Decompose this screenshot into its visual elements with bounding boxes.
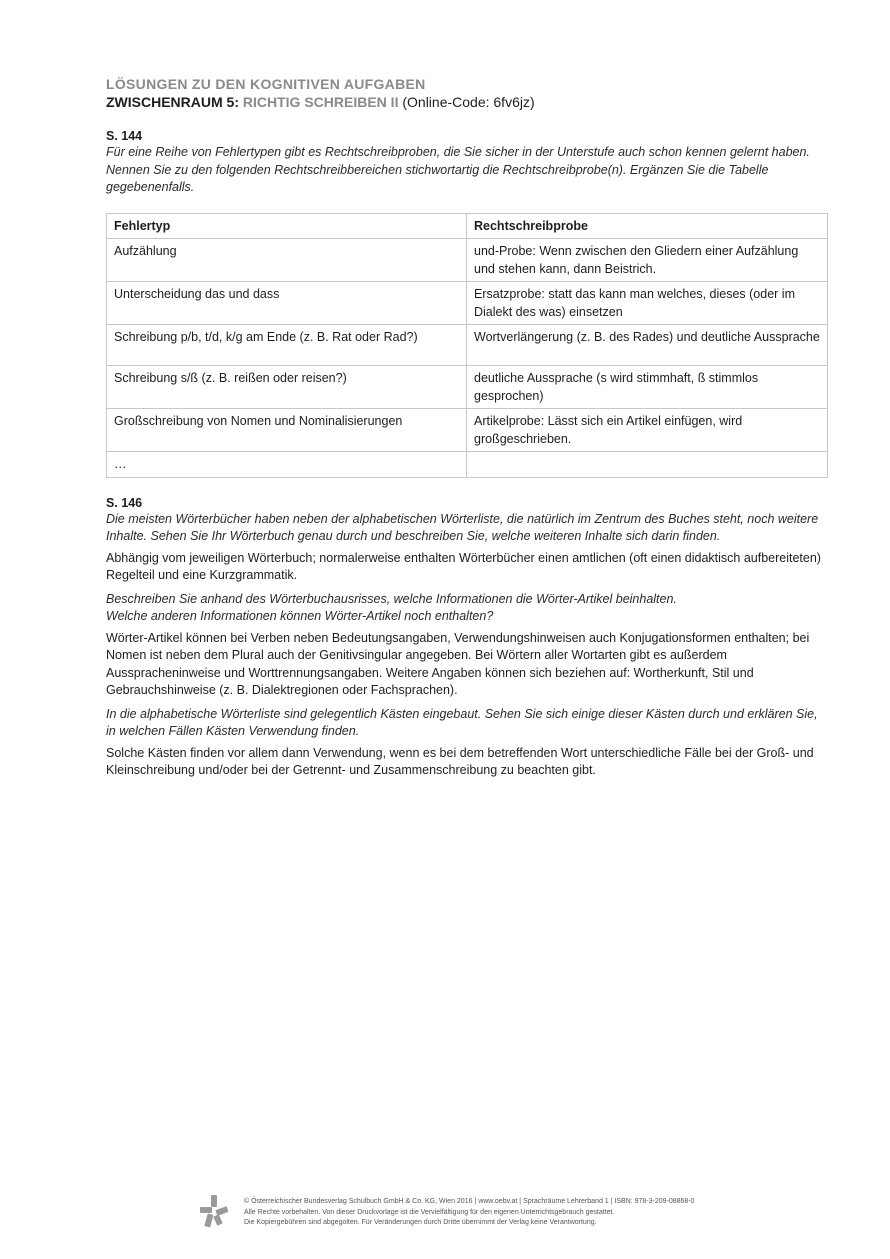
page-ref-144: S. 144: [106, 129, 143, 143]
task-146-1: Die meisten Wörterbücher haben neben der alphabetischen Wörterliste, die natürlich im Zentrum des Buches steht, noch weitere Inhalte. Sehen Sie Ihr Wörterbuch genau durch und beschreiben Sie, welche weiteren Inhalte sich darin finden.: [106, 511, 819, 543]
table-cell: …: [107, 452, 467, 478]
spelling-table: [106, 213, 828, 478]
online-code: (Online-Code: 6fv6jz): [402, 94, 535, 110]
table-cell: [467, 452, 828, 478]
column-header-fehlertyp: Fehlertyp: [107, 213, 467, 239]
publisher-logo-icon: [200, 1195, 228, 1227]
table-row: [107, 452, 828, 478]
table-cell: deutliche Aussprache (s wird stimmhaft, ß stimmlos gesprochen): [467, 366, 828, 409]
section-heading: [106, 93, 828, 111]
answer-146-3: Solche Kästen finden vor allem dann Verwendung, wenn es bei dem betreffenden Wort unterschiedliche Fälle bei der Groß- und Kleinschreibung und/oder bei der Getrennt- und Zusammenschreibung zu beachten gibt.: [106, 745, 814, 777]
table-row: [107, 325, 828, 366]
table-cell: Wortverlängerung (z. B. des Rades) und deutliche Aussprache: [467, 325, 828, 366]
table-row: [107, 366, 828, 409]
table-row: [107, 409, 828, 452]
page-title: LÖSUNGEN ZU DEN KOGNITIVEN AUFGABEN: [106, 76, 426, 92]
table-cell: Ersatzprobe: statt das kann man welches, dieses (oder im Dialekt des was) einsetzen: [467, 282, 828, 325]
table-header-row: [107, 213, 828, 239]
footer-copyright: © Österreichischer Bundesverlag Schulbuch GmbH & Co. KG, Wien 2016 | www.oebv.at | Sprachräume Lehrerband 1 | ISBN: 978-3-209-08868-0: [244, 1198, 695, 1205]
page-content: [106, 75, 828, 780]
task-146-3: In die alphabetische Wörterliste sind gelegentlich Kästen eingebaut. Sehen Sie sich einige dieser Kästen durch und erklären Sie, in welchen Fällen Kästen Verwendung finden.: [106, 706, 818, 738]
task-146-2b: Welche anderen Informationen können Wörter-Artikel noch enthalten?: [106, 609, 494, 623]
table-cell: Großschreibung von Nomen und Nominalisierungen: [107, 409, 467, 452]
section-label: ZWISCHENRAUM 5:: [106, 94, 239, 110]
section-topic: RICHTIG SCHREIBEN II: [242, 94, 399, 110]
table-cell: und-Probe: Wenn zwischen den Gliedern einer Aufzählung und stehen kann, dann Beistrich.: [467, 239, 828, 282]
answer-146-2: Wörter-Artikel können bei Verben neben Bedeutungsangaben, Verwendungshinweisen auch Konjugationsformen enthalten; bei Nomen ist neben dem Plural auch der Genitivsingular angegeben. Bei Wörtern aller Wortarten gibt es außerdem Ausspracheninweise und Worttrennungsangaben. Weitere Angaben können sich beziehen auf: Wortherkunft, Stil und Gebrauchshinweise (z. B. Dialektregionen oder Fachsprachen).: [106, 630, 810, 697]
table-cell: Unterscheidung das und dass: [107, 282, 467, 325]
column-header-rechtschreibprobe: Rechtschreibprobe: [467, 213, 828, 239]
page-ref-146: S. 146: [106, 495, 143, 510]
task-146-2a: Beschreiben Sie anhand des Wörterbuchausrisses, welche Informationen die Wörter-Artikel beinhalten.: [106, 591, 677, 606]
footer-text: [244, 1197, 695, 1229]
answer-146-1: Abhängig vom jeweiligen Wörterbuch; normalerweise enthalten Wörterbücher einen amtlichen (oft einen didaktisch aufbereiteten) Regelteil und eine Kurzgrammatik.: [106, 550, 821, 582]
footer-fees: Die Kopiergebühren sind abgegolten. Für Veränderungen durch Dritte übernimmt der Verlag keine Verantwortung.: [244, 1219, 597, 1227]
table-cell: Artikelprobe: Lässt sich ein Artikel einfügen, wird großgeschrieben.: [467, 409, 828, 452]
table-row: [107, 239, 828, 282]
table-cell: Aufzählung: [107, 239, 467, 282]
task-144: Für eine Reihe von Fehlertypen gibt es Rechtschreibproben, die Sie sicher in der Unterstufe auch schon kennen gelernt haben. Nennen Sie zu den folgenden Rechtschreibbereichen stichwortartig die Rechtschreibprobe(n). Ergänzen Sie die Tabelle gegebenenfalls.: [106, 145, 810, 194]
footer-rights: Alle Rechte vorbehalten. Von dieser Druckvorlage ist die Vervielfältigung für den eigenen Unterrichtsgebrauch gestattet.: [244, 1208, 615, 1216]
table-row: [107, 282, 828, 325]
table-cell: Schreibung p/b, t/d, k/g am Ende (z. B. Rat oder Rad?): [107, 325, 467, 366]
table-cell: Schreibung s/ß (z. B. reißen oder reisen?): [107, 366, 467, 409]
